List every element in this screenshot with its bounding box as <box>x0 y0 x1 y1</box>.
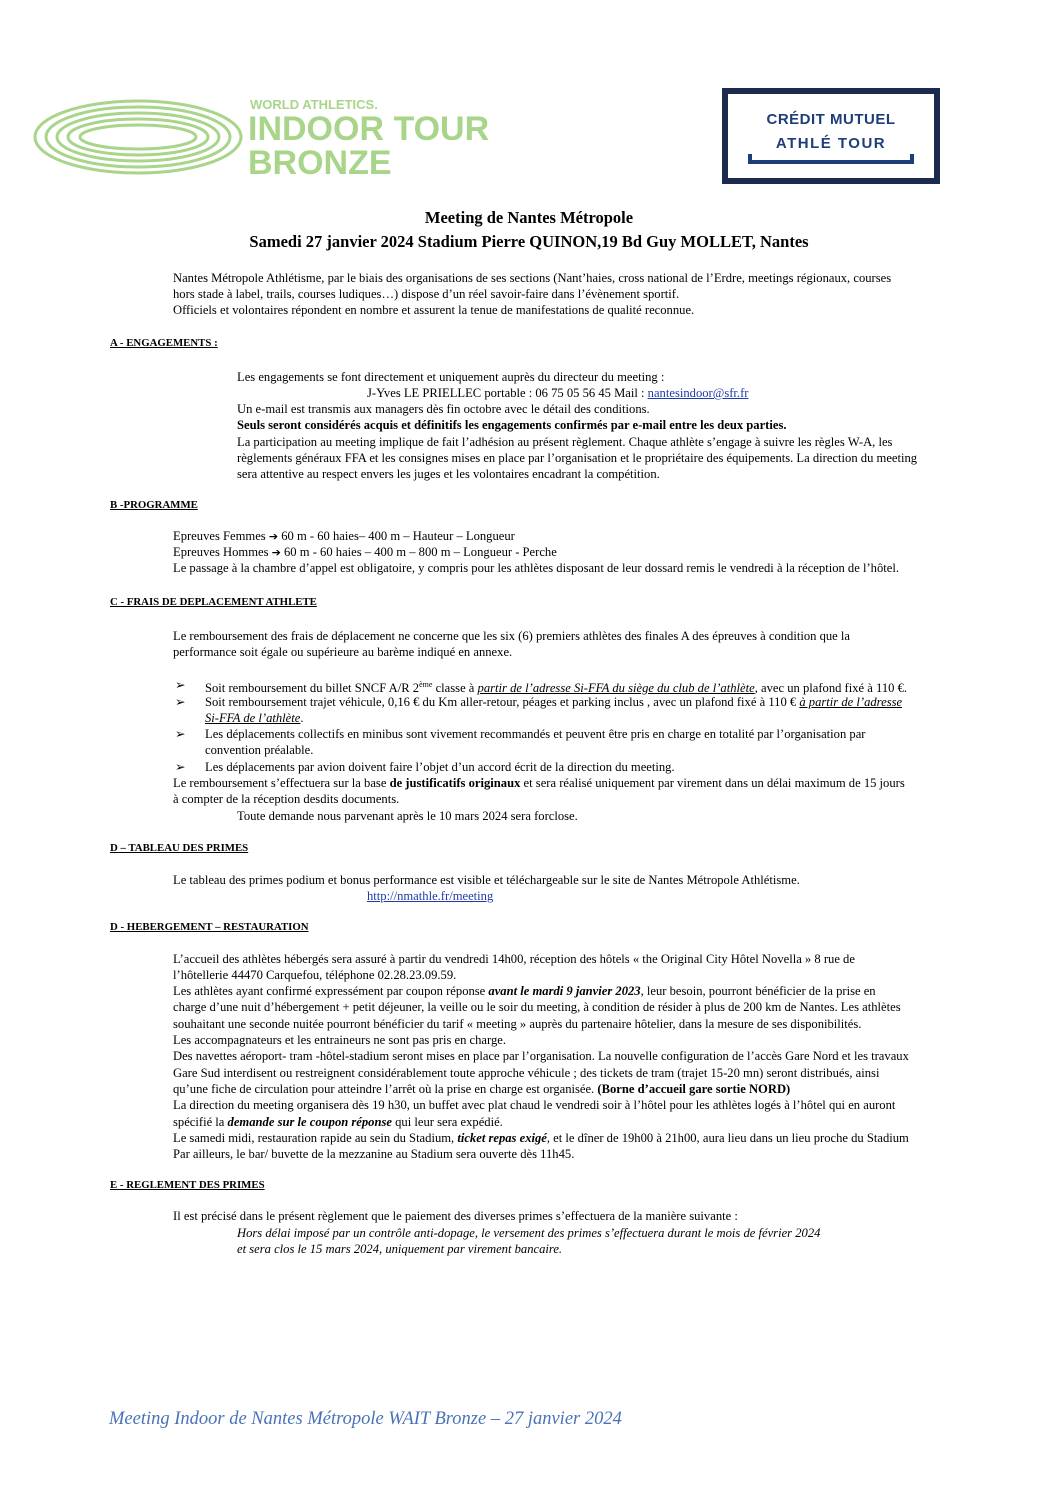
bullet-icon: ➢ <box>175 727 186 741</box>
bullet-car <box>205 694 902 710</box>
train-text-end: , avec un plafond fixé à 110 €. <box>754 681 908 696</box>
arrow-right-icon: ➔ <box>271 546 281 559</box>
section-c-para-2: performance soit égale ou supérieure au barème indiqué en annexe. <box>173 645 513 659</box>
superscript: ème <box>419 680 433 689</box>
d2-l12-post: , et le dîner de 19h00 à 21h00, aura lieu dans un lieu proche du Stadium <box>546 1131 909 1145</box>
logo-text-line3: BRONZE <box>248 144 392 182</box>
logo-cm-bar <box>748 160 914 164</box>
section-a-line-3: Un e-mail est transmis aux managers dès fin octobre avec le détail des conditions. <box>237 402 650 416</box>
bullet-plane: Les déplacements par avion doivent faire l’objet d’un accord écrit de la direction du meeting. <box>205 760 675 774</box>
contact-text: J-Yves LE PRIELLEC portable : 06 75 05 56 45 Mail : <box>367 386 648 400</box>
document-title: Meeting de Nantes Métropole <box>424 208 634 227</box>
d2-l11-pre: spécifié la <box>173 1115 228 1129</box>
section-e-line-2: Hors délai imposé par un contrôle anti-dopage, le versement des primes s’effectuera durant le mois de février 2024 <box>237 1226 821 1240</box>
logo-cm-line2: ATHLÉ TOUR <box>775 135 887 152</box>
d2-l3-pre: Les athlètes ayant confirmé expressément par coupon réponse <box>173 984 489 998</box>
credit-mutuel-athle-tour-logo <box>722 88 940 184</box>
women-label: Epreuves Femmes <box>173 529 269 543</box>
programme-women <box>173 528 515 545</box>
section-b-line-3: Le passage à la chambre d’appel est obligatoire, y compris pour les athlètes disposant de leur dossard remis le vendredi à la réception de l’hôtel. <box>173 561 899 575</box>
intro-line-2: hors stade à label, trails, courses ludiques…) dispose d’un réel savoir-faire dans l’évènement sportif. <box>173 287 680 301</box>
refund-text: Le remboursement s’effectuera sur la base <box>173 776 390 790</box>
section-d2-line-11 <box>173 1114 503 1130</box>
section-a-line-6: règlements généraux FFA et les consignes mises en place par l’organisation et le propriétaire des équipements. La direction du meeting <box>237 451 918 465</box>
section-e-line-1: Il est précisé dans le présent règlement que le paiement des diverses primes s’effectuera de la manière suivante : <box>173 1209 738 1223</box>
section-d2-line-12 <box>173 1130 909 1146</box>
section-d2-line-5: souhaitant une seconde nuitée pourront bénéficier du tarif « meeting » auprès du partenaire hôtelier, dans la mesure de ses disponibilités. <box>173 1017 862 1031</box>
section-e-line-3: et sera clos le 15 mars 2024, uniquement par virement bancaire. <box>237 1242 563 1256</box>
section-c-para-1: Le remboursement des frais de déplacement ne concerne que les six (6) premiers athlètes des finales A des épreuves à condition que la <box>173 629 851 643</box>
section-e-heading: E - REGLEMENT DES PRIMES <box>110 1179 265 1191</box>
d2-l11-em: demande sur le coupon réponse <box>227 1115 392 1129</box>
section-d2-line-13: Par ailleurs, le bar/ buvette de la mezzanine au Stadium sera ouverte dès 11h45. <box>173 1147 575 1161</box>
d2-l12-em: ticket repas exigé <box>457 1131 547 1145</box>
bullet-minibus-1: Les déplacements collectifs en minibus sont vivement recommandés et peuvent être pris en charge en totalité par l’organisation par <box>205 727 866 741</box>
section-a-contact <box>367 385 748 401</box>
logo-text-line2: INDOOR TOUR <box>248 110 490 148</box>
car-text: Soit remboursement trajet véhicule, 0,16 € du Km aller-retour, péages et parking inclus , avec un plafond fixé à 110 € <box>205 695 800 709</box>
women-events: 60 m - 60 haies– 400 m – Hauteur – Longueur <box>278 529 515 543</box>
arrow-right-icon: ➔ <box>268 530 279 543</box>
intro-line-3: Officiels et volontaires répondent en nombre et assurent la tenue de manifestations de qualité reconnue. <box>173 303 695 317</box>
refund-bold: de justificatifs originaux <box>389 776 521 790</box>
section-d2-line-9 <box>173 1081 790 1097</box>
section-a-line-4: Seuls seront considérés acquis et définitifs les engagements confirmés par e-mail entre les deux parties. <box>237 418 787 432</box>
train-address: partir de l’adresse Si-FFA du siège du club de l’athlète <box>477 681 755 696</box>
section-d2-line-8: Gare Sud interdisent ou restreignent considérablement toute approche véhicule ; des tickets de tram (trajet 15-20 mn) seront distribués, ainsi <box>173 1066 880 1080</box>
car-address-2: Si-FFA de l’athlète <box>205 711 301 725</box>
refund-line-1 <box>173 775 905 791</box>
logo-text-line1: WORLD ATHLETICS. <box>250 97 378 112</box>
section-d1-line-1: Le tableau des primes podium et bonus performance est visible et téléchargeable sur le site de Nantes Métropole Athlétisme. <box>173 873 800 887</box>
train-text: Soit remboursement du billet SNCF A/R 2 <box>205 681 420 696</box>
section-d2-line-3 <box>173 983 876 999</box>
bullet-icon: ➢ <box>175 695 186 709</box>
bullet-icon: ➢ <box>175 678 186 692</box>
refund-line-2: à compter de la réception desdits documents. <box>173 792 400 806</box>
d2-l3-date: avant le mardi 9 janvier 2023 <box>488 984 641 998</box>
bullet-icon: ➢ <box>175 760 186 774</box>
programme-men <box>173 544 557 561</box>
car-address-1: à partir de l’adresse <box>799 695 903 709</box>
bullet-minibus-2: convention préalable. <box>205 743 314 757</box>
logo-cm-line1: CRÉDIT MUTUEL <box>766 111 896 128</box>
bullet-car-cont <box>205 710 304 726</box>
section-d1-heading: D – TABLEAU DES PRIMES <box>110 842 249 854</box>
intro-line-1: Nantes Métropole Athlétisme, par le biais des organisations de ses sections (Nant’haies, cross national de l’Erdre, meetings régionaux, courses <box>173 271 892 285</box>
section-a-heading: A - ENGAGEMENTS : <box>110 337 218 349</box>
refund-text-end: et sera réalisé uniquement par virement dans un délai maximum de 15 jours <box>520 776 905 790</box>
d2-l3-post: , leur besoin, pourront bénéficier de la prise en <box>640 984 876 998</box>
page-footer: Meeting Indoor de Nantes Métropole WAIT Bronze – 27 janvier 2024 <box>109 1409 622 1429</box>
d2-l12-pre: Le samedi midi, restauration rapide au sein du Stadium, <box>173 1131 458 1145</box>
section-d2-line-2: l’hôtellerie 44470 Carquefou, téléphone 02.28.23.09.59. <box>173 968 457 982</box>
car-text-end: . <box>300 711 304 725</box>
men-label: Epreuves Hommes <box>173 545 272 559</box>
world-athletics-indoor-tour-logo <box>30 85 530 190</box>
train-text-mid: classe à <box>432 681 478 696</box>
section-d2-line-4: charge d’une nuit d’hébergement + petit déjeuner, la veille ou le soir du meeting, à condition de résider à plus de 200 km de Nantes. Les athlètes <box>173 1000 901 1014</box>
section-d2-heading: D - HEBERGEMENT – RESTAURATION <box>110 921 309 933</box>
section-a-line-1: Les engagements se font directement et uniquement auprès du directeur du meeting : <box>237 370 665 384</box>
section-a-line-7: sera attentive au respect envers les juges et les volontaires encadrant la compétition. <box>237 467 660 481</box>
section-d2-line-7: Des navettes aéroport- tram -hôtel-stadium seront mises en place par l’organisation. La nouvelle configuration de l’accès Gare Nord et les travaux <box>173 1049 909 1063</box>
men-events: 60 m - 60 haies – 400 m – 800 m – Longueur - Perche <box>280 545 557 559</box>
meeting-url-link[interactable]: http://nmathle.fr/meeting <box>367 889 494 903</box>
document-subtitle: Samedi 27 janvier 2024 Stadium Pierre QUINON,19 Bd Guy MOLLET, Nantes <box>249 232 809 251</box>
section-d2-line-6: Les accompagnateurs et les entraineurs ne sont pas pris en charge. <box>173 1033 507 1047</box>
section-c-heading: C - FRAIS DE DEPLACEMENT ATHLETE <box>110 596 317 608</box>
section-d2-line-10: La direction du meeting organisera dès 19 h30, un buffet avec plat chaud le vendredi soir à l’hôtel pour les athlètes logés à l’hôtel qui en auront <box>173 1098 896 1112</box>
d2-l9-pre: qu’une fiche de circulation pour atteindre l’arrêt où la prise en charge est organisée. <box>173 1082 598 1096</box>
refund-line-3: Toute demande nous parvenant après le 10 mars 2024 sera forclose. <box>237 809 578 823</box>
section-b-heading: B -PROGRAMME <box>110 499 198 511</box>
section-d2-line-1: L’accueil des athlètes hébergés sera assuré à partir du vendredi 14h00, réception des hôtels « the Original City Hôtel Novella » 8 rue de <box>173 952 855 966</box>
d2-l9-bold: (Borne d’accueil gare sortie NORD) <box>597 1082 791 1096</box>
email-link[interactable]: nantesindoor@sfr.fr <box>647 386 749 400</box>
section-a-line-5: La participation au meeting implique de fait l’adhésion au présent règlement. Chaque athlète s’engage à suivre les règles W-A, les <box>237 435 893 449</box>
d2-l11-post: qui leur sera expédié. <box>391 1115 503 1129</box>
